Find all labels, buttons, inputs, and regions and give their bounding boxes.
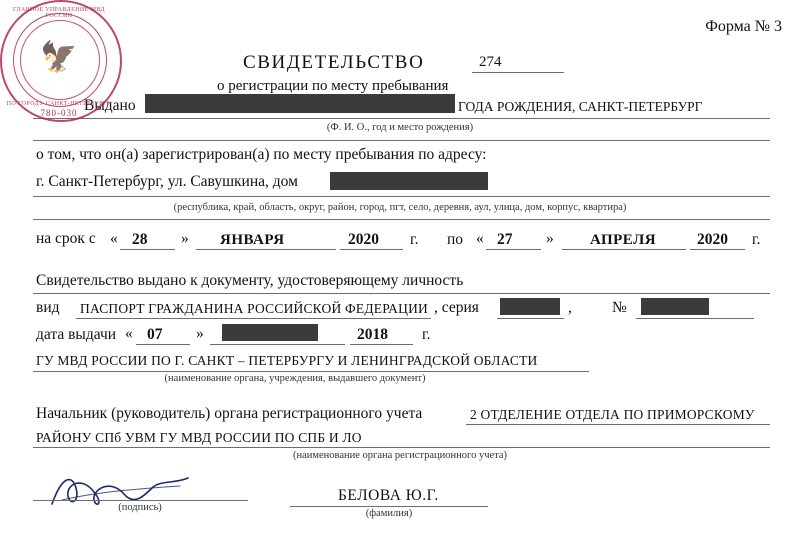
- term-from-month-rule: [196, 249, 336, 250]
- term-from-year-rule: [340, 249, 403, 250]
- surname-value: БЕЛОВА Ю.Г.: [338, 487, 439, 504]
- identity-year-abbr: г.: [422, 326, 431, 343]
- term-from-day: 28: [132, 231, 148, 248]
- identity-number-redaction: [641, 298, 709, 315]
- stamp-arc-bottom-text: ПО ГОРОДУ САНКТ-ПЕТЕРБУРГУ: [6, 101, 112, 107]
- term-year-abbr-2: г.: [752, 231, 761, 248]
- term-prefix: на срок с: [36, 230, 96, 247]
- fio-rule: [33, 140, 770, 141]
- official-stamp: [0, 0, 122, 122]
- form-number-label: Форма № 3: [705, 18, 782, 35]
- address-caption: (республика, край, область, округ, район, город, пгт, село, деревня, аул, улица, дом, корпус, квартира): [173, 202, 627, 213]
- stamp-code: 780-030: [40, 108, 78, 118]
- signature-rule: [33, 500, 248, 501]
- identity-issue-day-rule: [136, 344, 190, 345]
- page-title: СВИДЕТЕЛЬСТВО: [243, 52, 425, 73]
- identity-series-rule: [497, 318, 564, 319]
- term-to-month: АПРЕЛЯ: [590, 232, 657, 248]
- certificate-number-rule: [472, 72, 564, 73]
- identity-issue-month-rule: [210, 344, 345, 345]
- identity-authority-rule: [33, 371, 589, 372]
- identity-series-label: , серия: [434, 299, 479, 316]
- identity-authority-caption: (наименование органа, учреждения, выдавшего документ): [164, 373, 426, 384]
- identity-authority: ГУ МВД РОССИИ ПО Г. САНКТ – ПЕТЕРБУРГУ И ЛЕНИНГРАДСКОЙ ОБЛАСТИ: [36, 353, 538, 368]
- head-org-caption: (наименование органа регистрационного учета): [292, 450, 508, 461]
- identity-kind-value: ПАСПОРТ ГРАЖДАНИНА РОССИЙСКОЙ ФЕДЕРАЦИИ: [80, 301, 428, 316]
- identity-kind-label: вид: [36, 299, 60, 316]
- term-quote-open-1: «: [110, 230, 118, 247]
- fio-caption: (Ф. И. О., год и место рождения): [326, 122, 474, 133]
- head-org-line1: 2 ОТДЕЛЕНИЕ ОТДЕЛА ПО ПРИМОРСКОМУ: [470, 407, 755, 422]
- identity-number-label: №: [612, 299, 627, 316]
- identity-issue-year-rule: [350, 344, 413, 345]
- issued-to-rule: [33, 118, 770, 119]
- identity-date-label: дата выдачи: [36, 326, 117, 343]
- term-to-day: 27: [497, 231, 513, 248]
- registration-statement: о том, что он(а) зарегистрирован(а) по месту пребывания по адресу:: [36, 146, 487, 163]
- head-label: Начальник (руководитель) органа регистрационного учета: [36, 405, 423, 422]
- identity-series-redaction: [500, 298, 560, 315]
- term-to-label: по: [447, 231, 464, 248]
- head-org-rule-2: [33, 447, 770, 448]
- term-to-year: 2020: [697, 231, 728, 248]
- term-to-day-rule: [486, 249, 541, 250]
- identity-kind-rule: [76, 318, 431, 319]
- term-quote-open-2: «: [476, 230, 484, 247]
- page-subtitle: о регистрации по месту пребывания: [217, 78, 449, 94]
- term-from-year: 2020: [348, 231, 379, 248]
- identity-issue-month-redaction: [222, 324, 318, 341]
- identity-issue-day: 07: [147, 326, 163, 343]
- coat-of-arms-icon: 🦅: [40, 41, 78, 74]
- head-org-rule-1: [466, 424, 770, 425]
- issued-to-suffix: ГОДА РОЖДЕНИЯ, САНКТ-ПЕТЕРБУРГ: [458, 99, 703, 114]
- identity-intro: Свидетельство выдано к документу, удостоверяющему личность: [36, 272, 464, 289]
- address-rule-2: [33, 219, 770, 220]
- identity-number-rule: [636, 318, 754, 319]
- term-from-day-rule: [120, 249, 175, 250]
- head-org-line2: РАЙОНУ СПб УВМ ГУ МВД РОССИИ ПО СПБ И ЛО: [36, 430, 362, 445]
- term-from-month: ЯНВАРЯ: [220, 232, 285, 248]
- issued-to-label: Выдано: [84, 97, 136, 114]
- address-value: г. Санкт-Петербург, ул. Савушкина, дом: [36, 173, 298, 190]
- term-to-month-rule: [562, 249, 686, 250]
- identity-series-comma: ,: [568, 299, 572, 316]
- issued-to-redaction: [145, 94, 455, 113]
- identity-date-quote-open: «: [125, 325, 133, 342]
- identity-date-quote-close: »: [196, 325, 204, 342]
- term-to-year-rule: [690, 249, 745, 250]
- identity-intro-rule: [33, 293, 770, 294]
- term-year-abbr-1: г.: [410, 231, 419, 248]
- certificate-number: 274: [479, 54, 502, 70]
- address-redaction: [330, 172, 488, 190]
- term-quote-close-1: »: [181, 230, 189, 247]
- address-rule: [33, 196, 770, 197]
- surname-caption: (фамилия): [365, 508, 413, 519]
- term-quote-close-2: »: [546, 230, 554, 247]
- signature-caption: (подпись): [118, 502, 162, 513]
- identity-issue-year: 2018: [357, 326, 388, 343]
- stamp-arc-top-text: ГЛАВНОЕ УПРАВЛЕНИЕ МВД РОССИИ: [12, 7, 106, 19]
- surname-rule: [290, 506, 488, 507]
